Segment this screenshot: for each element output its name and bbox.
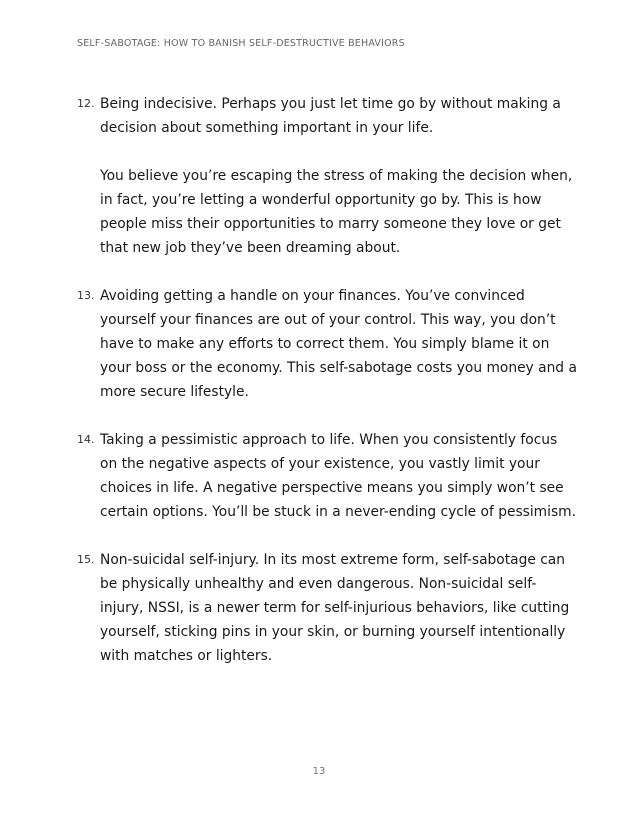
list-item-13 <box>77 284 577 404</box>
item-paragraph: Being indecisive. Perhaps you just let time go by without making a decision about something important in your life. <box>100 96 561 136</box>
item-paragraph: You believe you’re escaping the stress of making the decision when, in fact, you’re letting a wonderful opportunity go by. This is how people miss their opportunities to marry someone they love or get that new job they’ve been dreaming about. <box>100 168 573 256</box>
list-item-14 <box>77 428 577 524</box>
list-item-15 <box>77 548 577 668</box>
item-number: 12. <box>77 97 95 110</box>
item-paragraph: Non-suicidal self-injury. In its most extreme form, self-sabotage can be physically unhealthy and even dangerous. Non-suicidal self-injury, NSSI, is a newer term for self-injurious behaviors, like cutting yourself, sticking pins in your skin, or burning yourself intentionally with matches or lighters. <box>100 552 570 664</box>
item-paragraph: Avoiding getting a handle on your finances. You’ve convinced yourself your finances are out of your control. This way, you don’t have to make any efforts to correct them. You simply blame it on your boss or the economy. This self-sabotage costs you money and a more secure lifestyle. <box>100 288 577 400</box>
numbered-list <box>77 92 577 692</box>
page-number: 13 <box>312 766 326 777</box>
item-number: 13. <box>77 289 95 302</box>
list-item-12 <box>77 92 577 260</box>
item-paragraph: Taking a pessimistic approach to life. When you consistently focus on the negative aspects of your existence, you vastly limit your choices in life. A negative perspective means you simply won’t see certain options. You’ll be stuck in a never-ending cycle of pessimism. <box>100 432 576 520</box>
item-number: 15. <box>77 553 95 566</box>
item-number: 14. <box>77 433 95 446</box>
running-header: SELF-SABOTAGE: HOW TO BANISH SELF-DESTRUCTIVE BEHAVIORS <box>77 38 405 49</box>
